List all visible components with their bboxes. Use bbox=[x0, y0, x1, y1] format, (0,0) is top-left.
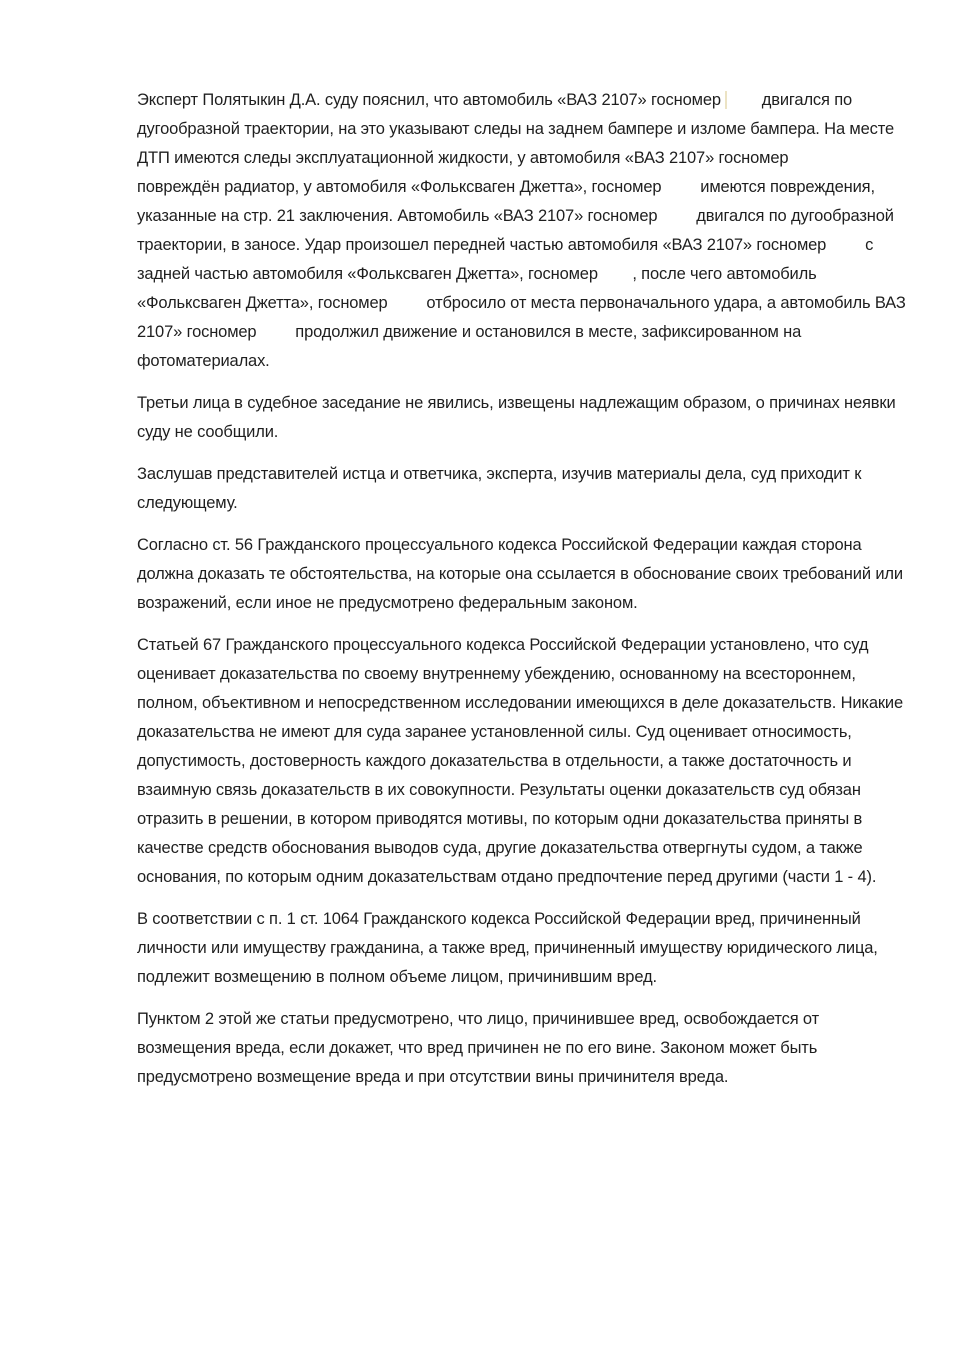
text-run: продолжил движение и остановился в месте, зафиксированном на фотоматериалах. bbox=[137, 323, 802, 370]
text-run: Пунктом 2 этой же статьи предусмотрено, что лицо, причинившее вред, освобождается от возмещения вреда, если докажет, что вред причинен не по его вине. Законом может быть предусмотрено возмещение вреда и при отсутствии вины причинителя вреда. bbox=[137, 1010, 820, 1086]
text-run: Заслушав представителей истца и ответчика, эксперта, изучив материалы дела, суд приходит к следующему. bbox=[137, 465, 862, 512]
text-run: Третьи лица в судебное заседание не явились, извещены надлежащим образом, о причинах неявки суду не сообщили. bbox=[137, 394, 896, 441]
article-67-paragraph bbox=[137, 631, 907, 892]
article-56-paragraph bbox=[137, 531, 907, 618]
text-run: повреждён радиатор, у автомобиля «Фольксваген Джетта», госномер bbox=[137, 178, 666, 196]
text-run: , после чего автомобиль «Фольксваген Джетта», госномер bbox=[137, 265, 817, 312]
text-run: Согласно ст. 56 Гражданского процессуального кодекса Российской Федерации каждая сторона должна доказать те обстоятельства, на которые она ссылается в обоснование своих требований или возражений, если иное не предусмотрено федеральным законом. bbox=[137, 536, 903, 612]
redacted-plate-number bbox=[392, 306, 422, 308]
redacted-plate-number bbox=[725, 91, 757, 109]
redacted-plate-number bbox=[662, 219, 692, 221]
article-1064-p1-paragraph bbox=[137, 905, 907, 992]
court-conclusion-intro-paragraph bbox=[137, 460, 907, 518]
third-parties-paragraph bbox=[137, 389, 907, 447]
text-run: двигался по дугообразной траектории, на это указывают следы на заднем бампере и изломе бампера. На месте ДТП имеются следы эксплуатационной жидкости, у автомобиля «ВАЗ 2107» госномер bbox=[137, 91, 894, 167]
redacted-plate-number bbox=[831, 248, 861, 250]
text-run: Статьей 67 Гражданского процессуального кодекса Российской Федерации установлено, что суд оценивает доказательства по своему внутреннему убеждению, основанному на всестороннем, полном, объективном и непосредственном исследовании имеющихся в деле доказательств. Никакие доказательства не имеют для суда заранее установленной силы. Суд оценивает относимость, допустимость, достоверность каждого доказательства в отдельности, а также достаточность и взаимную связь доказательств в их совокупности. Результаты оценки доказательств суд обязан отразить в решении, в котором приводятся мотивы, по которым одни доказательства приняты в качестве средств обоснования выводов суда, другие доказательства отвергнуты судом, а также основания, по которым одним доказательствам отдано предпочтение перед другими (части 1 - 4). bbox=[137, 636, 904, 886]
redacted-plate-number bbox=[602, 277, 632, 279]
article-1064-p2-paragraph bbox=[137, 1005, 907, 1092]
redacted-plate-number bbox=[261, 335, 291, 337]
text-run: двигался по дугообразной траектории, в заносе. Удар произошел передней частью автомобиля «ВАЗ 2107» госномер bbox=[137, 207, 894, 254]
text-run: с задней частью автомобиля «Фольксваген Джетта», госномер bbox=[137, 236, 874, 283]
redacted-plate-number bbox=[793, 161, 823, 163]
text-run: отбросило от места первоначального удара, а автомобиль ВАЗ 2107» госномер bbox=[137, 294, 906, 341]
redacted-plate-number bbox=[666, 190, 696, 192]
document-text bbox=[137, 86, 907, 1105]
expert-testimony-paragraph bbox=[137, 86, 907, 376]
text-run: имеются повреждения, указанные на стр. 21 заключения. Автомобиль «ВАЗ 2107» госномер bbox=[137, 178, 875, 225]
text-run: Эксперт Полятыкин Д.А. суду пояснил, что автомобиль «ВАЗ 2107» госномер bbox=[137, 91, 726, 109]
text-run: В соответствии с п. 1 ст. 1064 Гражданского кодекса Российской Федерации вред, причиненный личности или имуществу гражданина, а также вред, причиненный имуществу юридического лица, подлежит возмещению в полном объеме лицом, причинившим вред. bbox=[137, 910, 878, 986]
